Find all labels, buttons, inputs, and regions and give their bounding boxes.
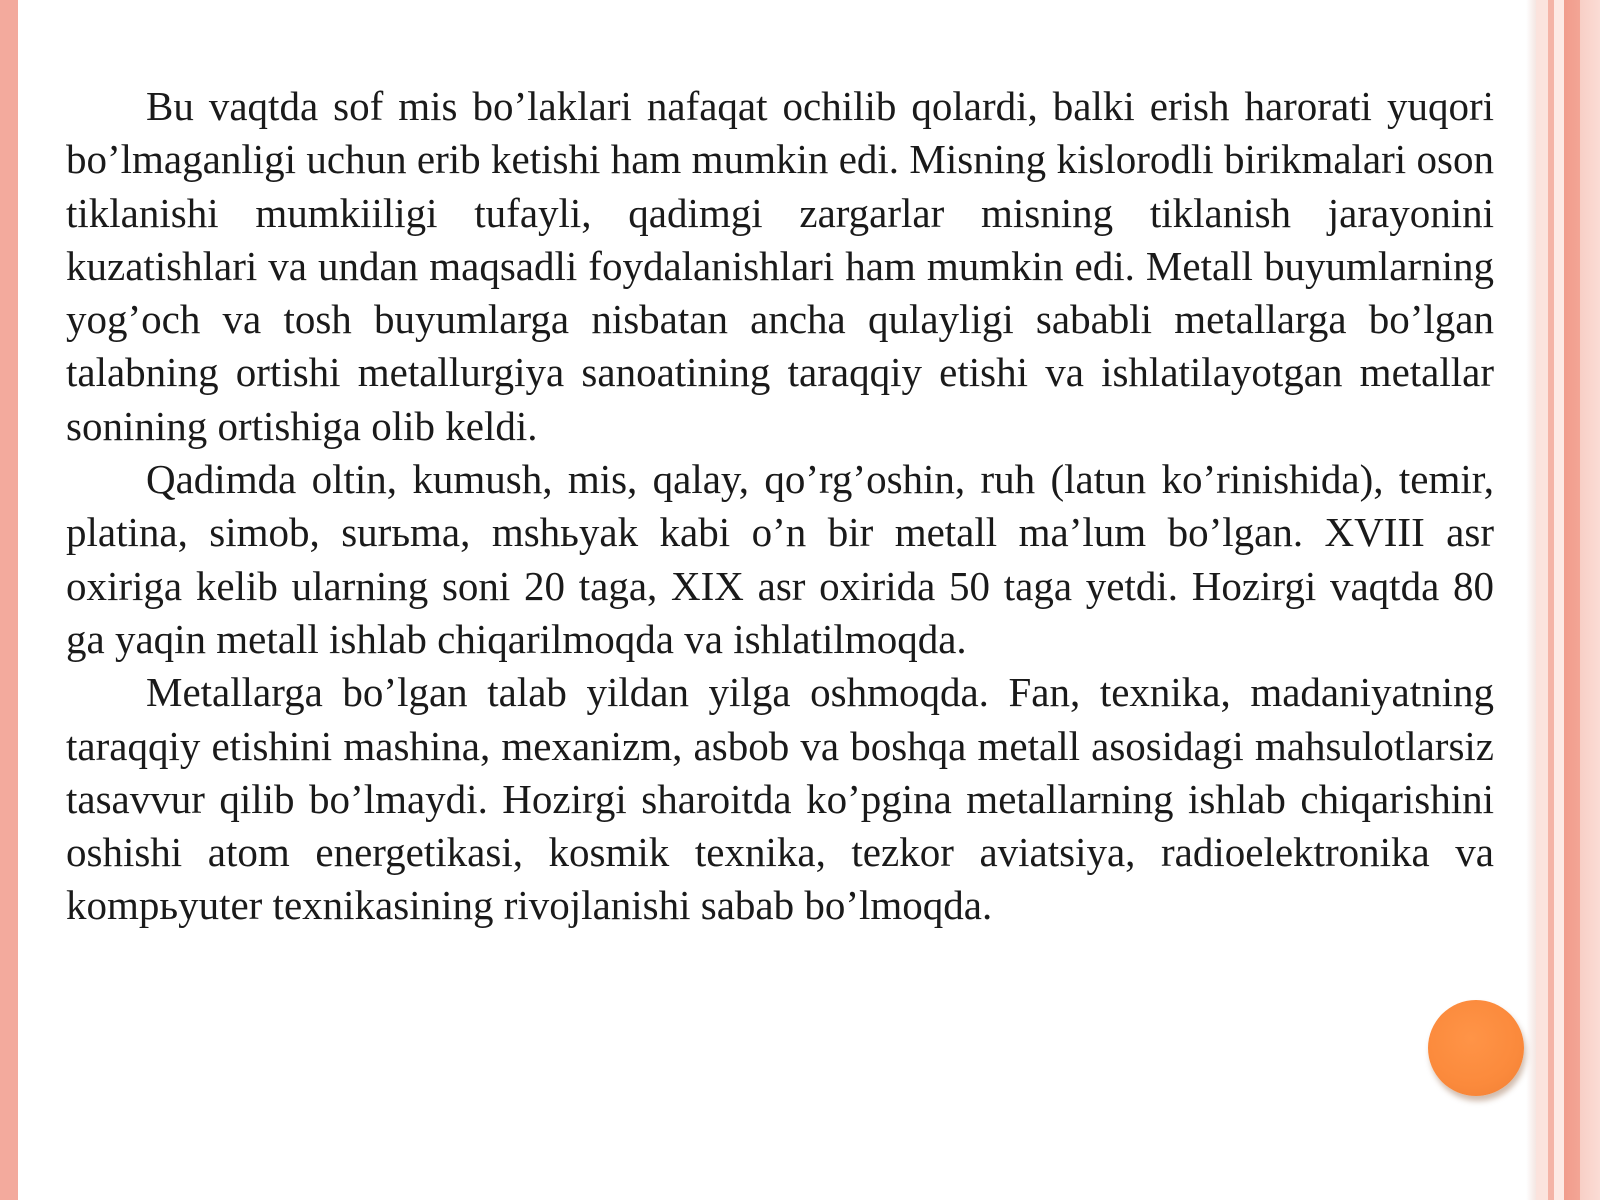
paragraph-3: Metallarga bo’lgan talab yildan yilga oshmoqda. Fan, texnika, madaniyatning taraqqiy etishini mashina, mexanizm, asbob va boshqa metall asosidagi mahsulotlarsiz tasavvur qilib bo’lmaydi. Hozirgi sharoitda ko’pgina metallarning ishlab chiqarishini oshishi atom energetikasi, kosmik texnika, tezkor aviatsiya, radioelektronika va kompьyuter texnikasining rivojlanishi sabab bo’lmoqda. [66, 669, 1494, 929]
right-accent-band [1536, 0, 1600, 1200]
slide-body-text [66, 80, 1494, 933]
orange-circle-decoration [1428, 1000, 1524, 1096]
left-accent-stripe [0, 0, 18, 1200]
right-edge-shadow [1526, 0, 1536, 1200]
paragraph-2: Qadimda oltin, kumush, mis, qalay, qo’rg’oshin, ruh (latun ko’rinishida), temir, platina, simob, surьma, mshьyak kabi o’n bir metall ma’lum bo’lgan. XVIII asr oxiriga kelib ularning soni 20 taga, XIX asr oxirida 50 taga yetdi. Hozirgi vaqtda 80 ga yaqin metall ishlab chiqarilmoqda va ishlatilmoqda. [66, 456, 1494, 662]
paragraph-1: Bu vaqtda sof mis bo’laklari nafaqat ochilib qolardi, balki erish harorati yuqori bo’lmaganligi uchun erib ketishi ham mumkin edi. Misning kislorodli birikmalari oson tiklanishi mumkiiligi tufayli, qadimgi zargarlar misning tiklanish jarayonini kuzatishlari va undan maqsadli foydalanishlari ham mumkin edi. Metall buyumlarning yog’och va tosh buyumlarga nisbatan ancha qulayligi sababli metallarga bo’lgan talabning ortishi metallurgiya sanoatining taraqqiy etishi va ishlatilayotgan metallar sonining ortishiga olib keldi. [66, 83, 1494, 449]
